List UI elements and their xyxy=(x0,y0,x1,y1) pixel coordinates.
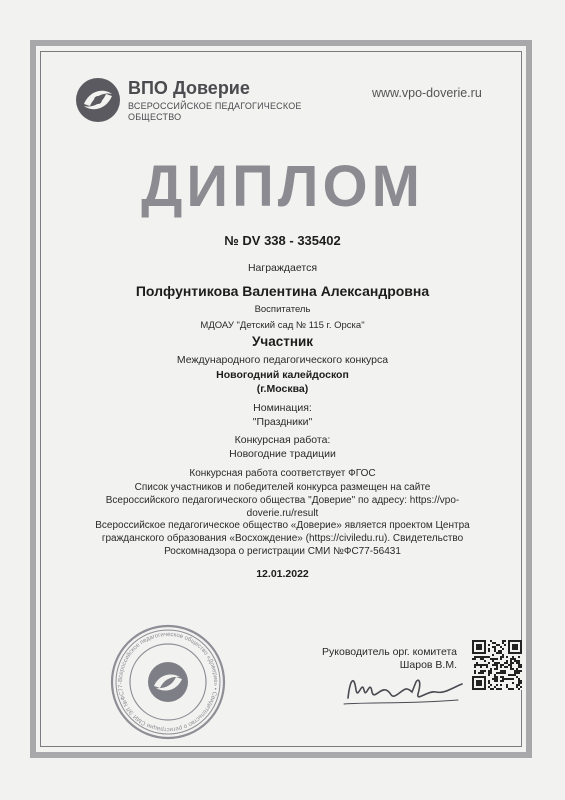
signatory-label: Руководитель орг. комитета xyxy=(322,646,457,658)
issue-date: 12.01.2022 xyxy=(256,568,309,580)
nomination-label: Номинация: xyxy=(253,402,312,414)
swirl-logo-icon xyxy=(74,76,122,124)
recipient-name: Полфунтикова Валентина Александровна xyxy=(135,283,430,299)
awarded-label: Награждается xyxy=(247,262,318,274)
handwritten-signature xyxy=(340,660,470,710)
contest-name: Новогодний калейдоскоп xyxy=(216,369,349,381)
work-value: Новогодние традиции xyxy=(229,448,336,460)
signatory-name: Шаров В.М. xyxy=(399,659,457,671)
diploma-number: № DV 338 - 335402 xyxy=(224,233,341,248)
results-line-3: doverie.ru/result xyxy=(246,508,319,519)
qr-code-icon[interactable] xyxy=(472,640,522,690)
diploma-title: ДИПЛОМ xyxy=(141,154,424,219)
contest-label: Международного педагогического конкурса xyxy=(176,354,389,366)
nomination-value: "Праздники" xyxy=(252,416,313,428)
recipient-position: Воспитатель xyxy=(254,304,311,315)
contest-city: (г.Москва) xyxy=(256,383,309,395)
org-name: ВПО Доверие xyxy=(128,78,250,98)
round-seal-icon xyxy=(108,622,228,742)
website-link[interactable]: www.vpo-doverie.ru xyxy=(372,86,482,100)
work-label: Конкурсная работа: xyxy=(234,434,331,446)
project-line-1: Всероссийское педагогическое общество «Доверие» является проектом Центра xyxy=(95,520,470,531)
svg-text:Всероссийское педагогическое о: Всероссийское педагогическое общество «Доверие» • Свидетельство о регистрации СМИ ЭЛ №ФС77- xyxy=(117,631,219,733)
org-subtitle: ВСЕРОССИЙСКОЕ ПЕДАГОГИЧЕСКОЕ ОБЩЕСТВО xyxy=(128,101,302,122)
results-line-1: Список участников и победителей конкурса размещен на сайте xyxy=(134,482,431,493)
participant-status: Участник xyxy=(251,334,314,349)
results-line-2: Всероссийского педагогического общества "Доверие" по адресу: https://vpo- xyxy=(105,495,460,506)
fgos-line: Конкурсная работа соответствует ФГОС xyxy=(189,468,376,479)
recipient-organization: МДОАУ "Детский сад № 115 г. Орска" xyxy=(200,320,365,331)
project-line-2: гражданского образования «Восхождение» (https://civiledu.ru). Свидетельство xyxy=(101,533,464,544)
project-line-3: Роскомнадзора о регистрации СМИ №ФС77-56431 xyxy=(164,546,401,557)
